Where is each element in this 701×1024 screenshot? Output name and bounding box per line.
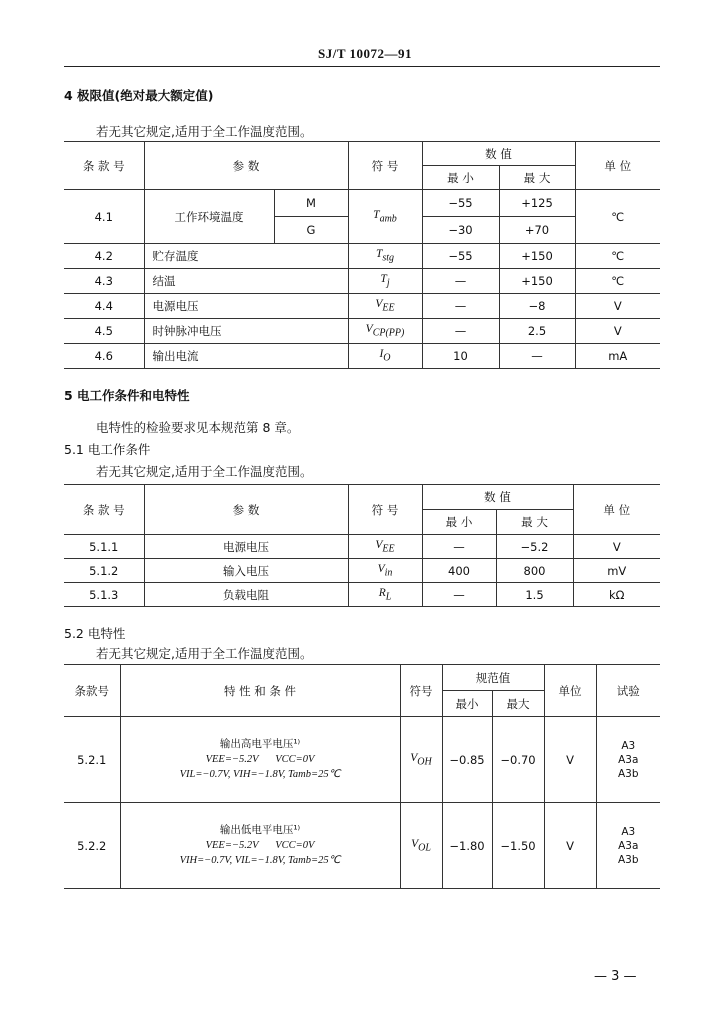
header-rule — [64, 66, 660, 67]
header-max: 最 大 — [499, 166, 575, 190]
table-row — [64, 717, 660, 803]
cell-min: — — [422, 583, 496, 607]
cell-unit: ℃ — [575, 269, 660, 294]
section-5-1-note: 若无其它规定,适用于全工作温度范围。 — [96, 464, 313, 479]
cell-clause: 5.2.2 — [64, 803, 120, 889]
cell-tests — [596, 803, 660, 889]
cell-max: — — [499, 344, 575, 369]
table-row — [64, 583, 660, 607]
header-min: 最小 — [442, 691, 492, 717]
cell-unit: V — [573, 535, 660, 559]
header-clause: 条 款 号 — [64, 485, 144, 535]
section-4-note: 若无其它规定,适用于全工作温度范围。 — [96, 124, 313, 139]
cell-param: 贮存温度 — [144, 244, 348, 269]
cell-param: 电源电压 — [144, 294, 348, 319]
header-unit: 单 位 — [575, 142, 660, 190]
cell-symbol: $V_{EE}$ — [348, 535, 422, 559]
cell-max: +125 — [499, 190, 575, 217]
cell-clause: 5.1.1 — [64, 535, 144, 559]
cell-symbol: $V_{in}$ — [348, 559, 422, 583]
characteristic-name: 输出低电平电压¹⁾ — [219, 824, 301, 836]
condition-inputs: VIH=−0.7V, VIL=−1.8V, Tamb=25℃ — [179, 855, 341, 866]
cell-conditions — [120, 803, 400, 889]
cell-symbol: $T_j$ — [348, 269, 422, 294]
cell-min: −1.80 — [442, 803, 492, 889]
cell-unit: ℃ — [575, 190, 660, 244]
cell-clause: 4.3 — [64, 269, 144, 294]
header-characteristic: 特 性 和 条 件 — [120, 665, 400, 717]
cell-symbol: $T_{stg}$ — [348, 244, 422, 269]
cell-sub: G — [274, 217, 348, 244]
table-row — [64, 294, 660, 319]
cell-unit: V — [575, 294, 660, 319]
table-row — [64, 244, 660, 269]
table-row — [64, 559, 660, 583]
page-number: — 3 — — [594, 969, 637, 984]
header-param: 参 数 — [144, 142, 348, 190]
header-symbol: 符 号 — [348, 142, 422, 190]
cell-max: +70 — [499, 217, 575, 244]
cell-clause: 5.1.2 — [64, 559, 144, 583]
cell-min: — — [422, 535, 496, 559]
condition-vee: VEE=−5.2V — [205, 840, 259, 851]
cell-unit: mA — [575, 344, 660, 369]
cell-max: −8 — [499, 294, 575, 319]
cell-clause: 5.1.3 — [64, 583, 144, 607]
cell-max: +150 — [499, 244, 575, 269]
header-unit: 单位 — [544, 665, 596, 717]
section-5-intro: 电特性的检验要求见本规范第 8 章。 — [96, 420, 300, 435]
condition-vee: VEE=−5.2V — [205, 754, 259, 765]
limits-table — [64, 141, 660, 369]
header-symbol: 符 号 — [348, 485, 422, 535]
cell-conditions — [120, 717, 400, 803]
cell-max: 800 — [496, 559, 573, 583]
cell-param: 输入电压 — [144, 559, 348, 583]
cell-min: −55 — [422, 244, 499, 269]
cell-param: 工作环境温度 — [144, 190, 274, 244]
header-test: 试验 — [596, 665, 660, 717]
header-symbol: 符号 — [400, 665, 442, 717]
table-row — [64, 190, 660, 217]
header-min: 最 小 — [422, 166, 499, 190]
cell-unit: V — [544, 803, 596, 889]
cell-max: 1.5 — [496, 583, 573, 607]
cell-min: — — [422, 319, 499, 344]
characteristic-name: 输出高电平电压¹⁾ — [219, 738, 301, 750]
cell-param: 结温 — [144, 269, 348, 294]
cell-min: — — [422, 269, 499, 294]
header-min: 最 小 — [422, 510, 496, 535]
cell-min: −55 — [422, 190, 499, 217]
section-4-title: 4 极限值(绝对最大额定值) — [64, 88, 214, 103]
electrical-characteristics-table — [64, 664, 660, 889]
test-item: A3a — [618, 839, 639, 852]
cell-min: −30 — [422, 217, 499, 244]
condition-vcc: VCC=0V — [275, 754, 315, 765]
section-5-title: 5 电工作条件和电特性 — [64, 388, 190, 403]
header-value: 数 值 — [422, 142, 575, 166]
cell-unit: V — [575, 319, 660, 344]
cell-sub: M — [274, 190, 348, 217]
cell-symbol: $V_{OH}$ — [400, 717, 442, 803]
cell-symbol: $R_L$ — [348, 583, 422, 607]
cell-clause: 4.2 — [64, 244, 144, 269]
cell-min: 10 — [422, 344, 499, 369]
cell-clause: 4.5 — [64, 319, 144, 344]
cell-clause: 4.1 — [64, 190, 144, 244]
section-5-1-title: 5.1 电工作条件 — [64, 442, 151, 457]
cell-clause: 5.2.1 — [64, 717, 120, 803]
header-max: 最大 — [492, 691, 544, 717]
table-row — [64, 535, 660, 559]
cell-max: +150 — [499, 269, 575, 294]
cell-symbol: $T_{amb}$ — [348, 190, 422, 244]
cell-tests — [596, 717, 660, 803]
header-value: 数 值 — [422, 485, 573, 510]
section-5-2-note: 若无其它规定,适用于全工作温度范围。 — [96, 646, 313, 661]
section-5-2-title: 5.2 电特性 — [64, 626, 126, 641]
cell-clause: 4.6 — [64, 344, 144, 369]
cell-param: 输出电流 — [144, 344, 348, 369]
cell-symbol: $V_{EE}$ — [348, 294, 422, 319]
cell-param: 时钟脉冲电压 — [144, 319, 348, 344]
test-item: A3 — [621, 739, 636, 752]
cell-unit: kΩ — [573, 583, 660, 607]
cell-param: 电源电压 — [144, 535, 348, 559]
cell-unit: V — [544, 717, 596, 803]
cell-symbol: $I_O$ — [348, 344, 422, 369]
cell-max: −5.2 — [496, 535, 573, 559]
header-clause: 条款号 — [64, 665, 120, 717]
header-max: 最 大 — [496, 510, 573, 535]
test-item: A3b — [617, 853, 639, 866]
condition-vcc: VCC=0V — [275, 840, 315, 851]
cell-min: — — [422, 294, 499, 319]
cell-symbol: $V_{CP(PP)}$ — [348, 319, 422, 344]
header-param: 参 数 — [144, 485, 348, 535]
cell-unit: mV — [573, 559, 660, 583]
test-item: A3b — [617, 767, 639, 780]
table-row — [64, 319, 660, 344]
table-row — [64, 803, 660, 889]
cell-unit: ℃ — [575, 244, 660, 269]
condition-inputs: VIL=−0.7V, VIH=−1.8V, Tamb=25℃ — [179, 769, 341, 780]
header-clause: 条 款 号 — [64, 142, 144, 190]
cell-max: −0.70 — [492, 717, 544, 803]
cell-max: −1.50 — [492, 803, 544, 889]
cell-max: 2.5 — [499, 319, 575, 344]
cell-param: 负载电阻 — [144, 583, 348, 607]
header-spec: 规范值 — [442, 665, 544, 691]
cell-clause: 4.4 — [64, 294, 144, 319]
cell-min: −0.85 — [442, 717, 492, 803]
table-row — [64, 344, 660, 369]
operating-conditions-table — [64, 484, 660, 607]
test-item: A3 — [621, 825, 636, 838]
standard-number: SJ/T 10072—91 — [318, 46, 413, 61]
cell-symbol: $V_{OL}$ — [400, 803, 442, 889]
test-item: A3a — [618, 753, 639, 766]
header-unit: 单 位 — [573, 485, 660, 535]
cell-min: 400 — [422, 559, 496, 583]
table-row — [64, 269, 660, 294]
